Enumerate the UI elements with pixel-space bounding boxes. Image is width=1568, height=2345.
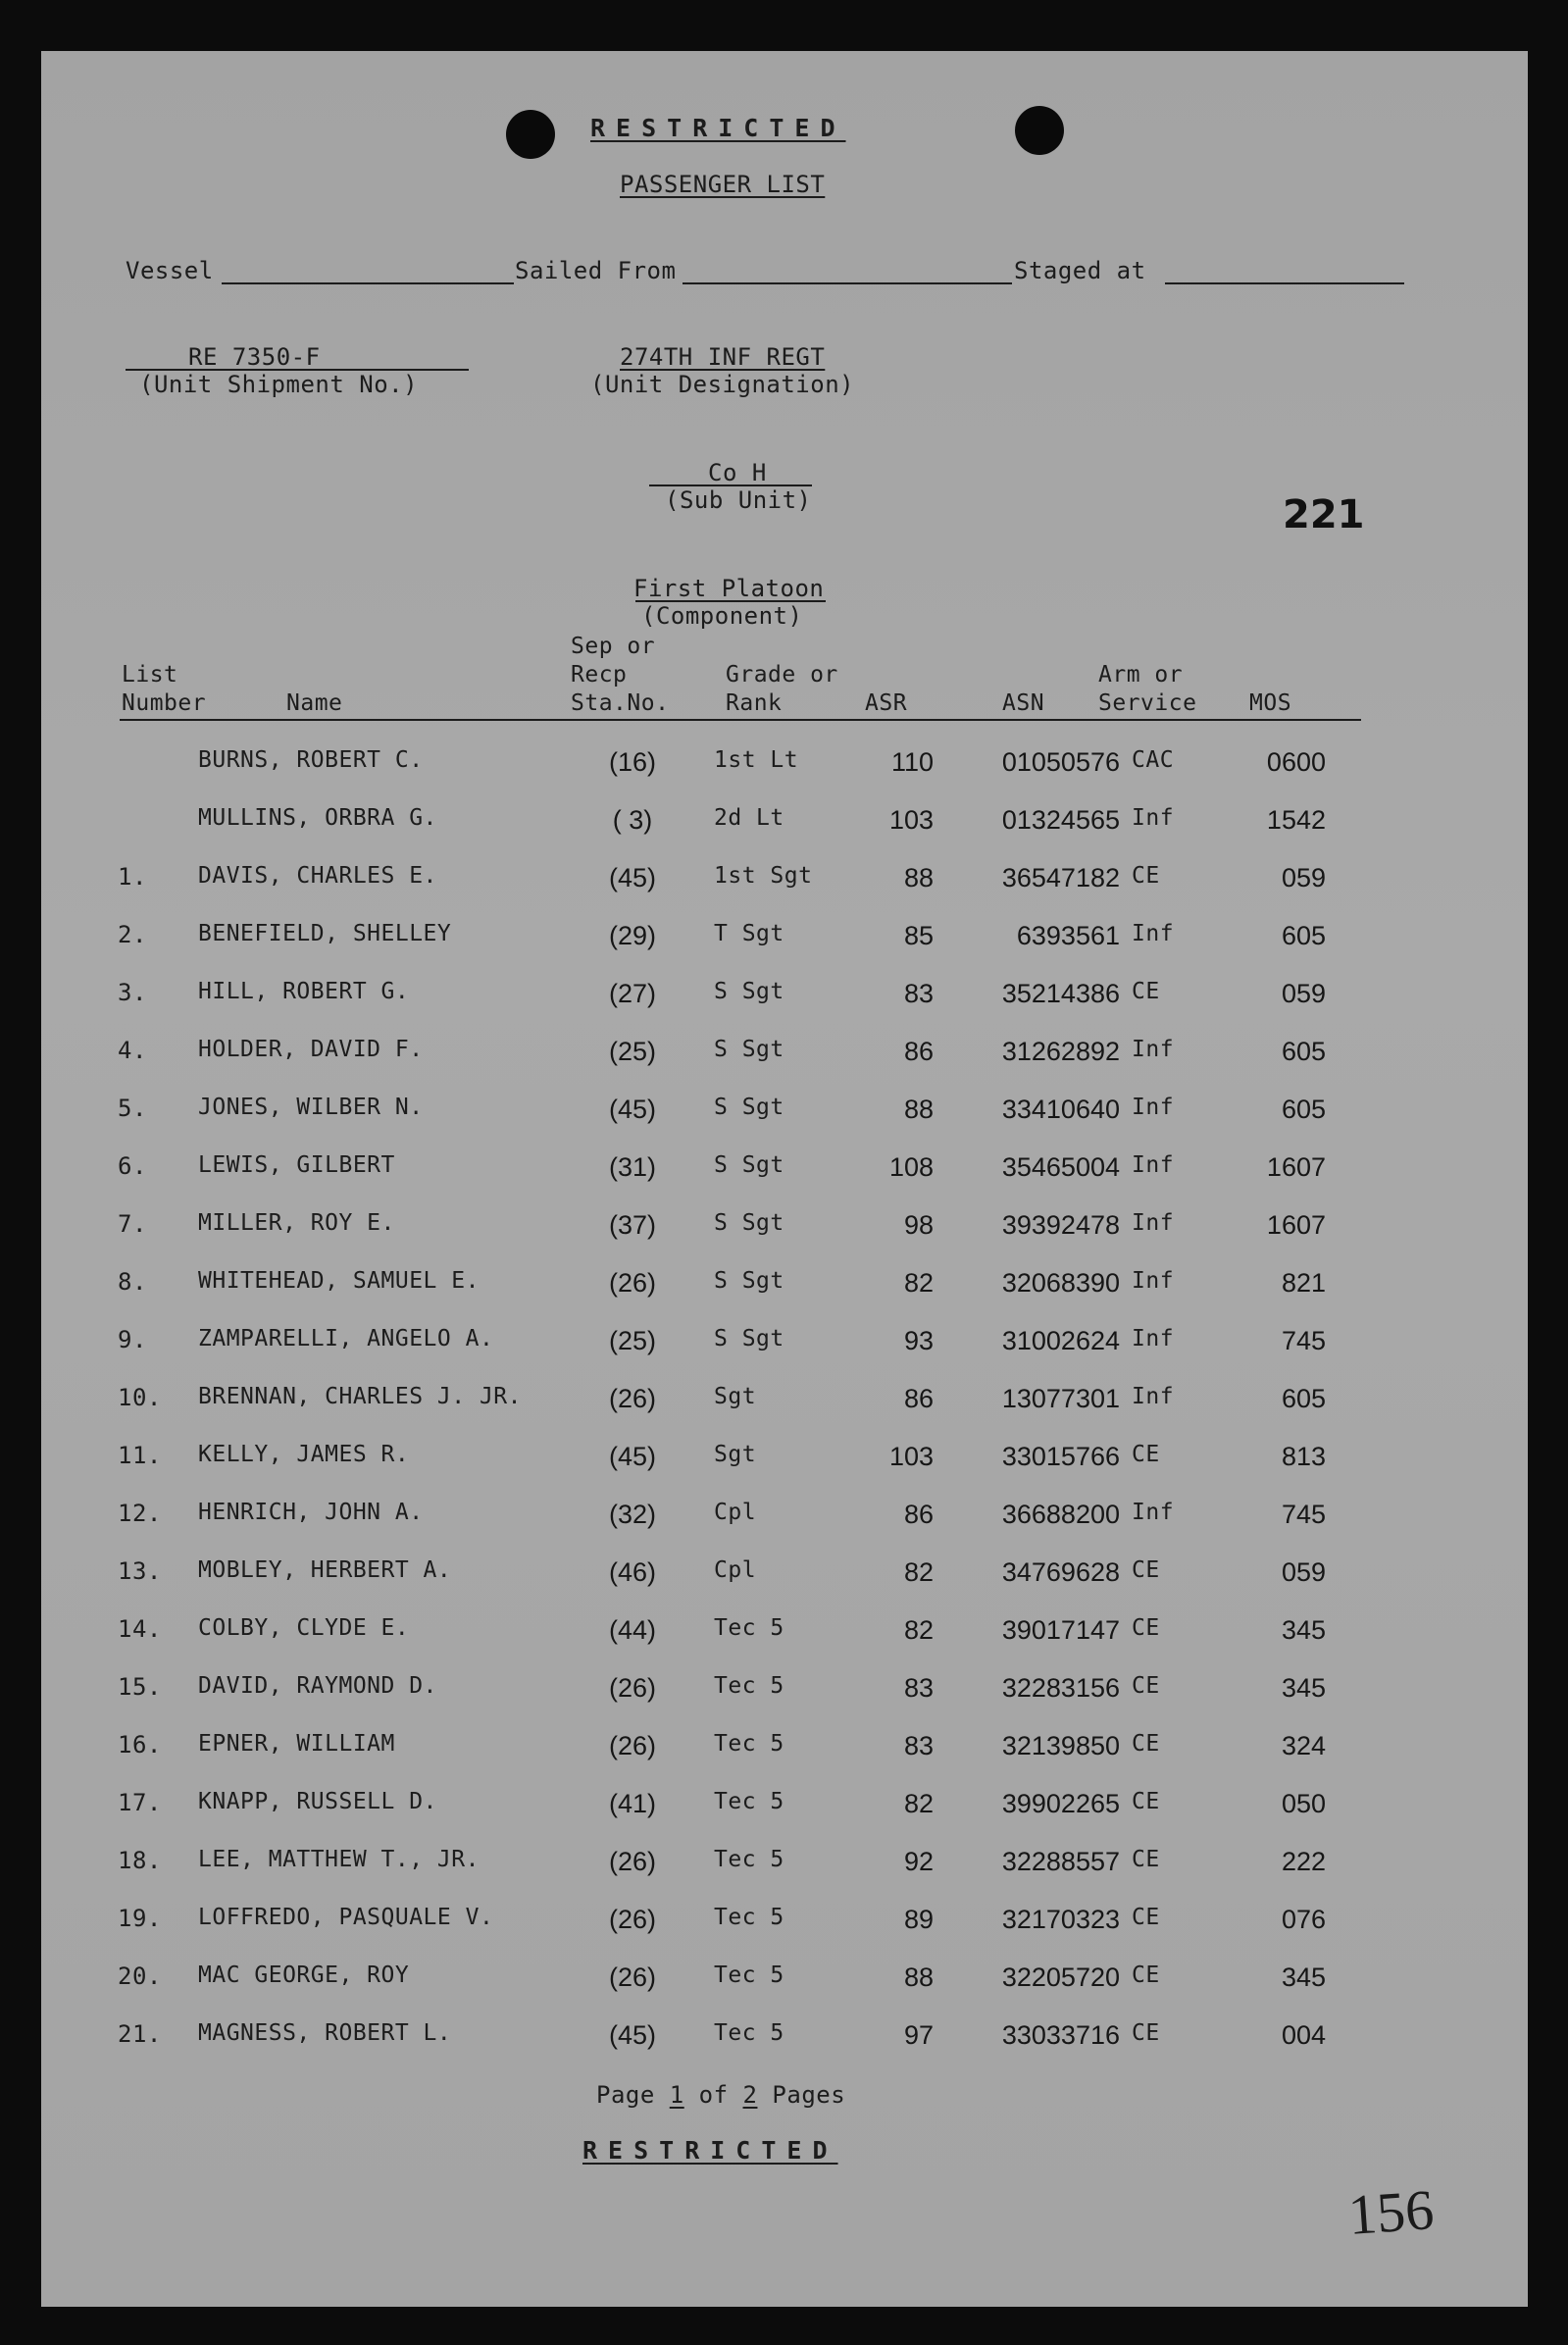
row-grade: S Sgt [714,1326,784,1351]
table-row [41,747,1528,787]
row-mos: 059 [1281,1557,1326,1587]
row-asr: 88 [903,863,934,892]
row-asr: 103 [888,805,934,835]
header-asn: ASN [1002,690,1045,716]
row-mos: 345 [1281,1963,1326,1992]
row-asn: 01050576 [1001,747,1120,777]
header-sta-line2: Recp [571,662,628,688]
row-name: MAGNESS, ROBERT L. [198,2020,452,2046]
row-number: 2. [118,921,147,948]
row-sta-no: ( 3) [612,805,653,835]
row-arm: Inf [1132,1210,1175,1236]
row-grade: S Sgt [714,1152,784,1178]
page-prefix: Page [596,2081,655,2109]
punch-hole-left [506,110,555,159]
row-mos: 345 [1281,1673,1326,1703]
row-arm: CE [1132,1673,1160,1699]
row-arm: CE [1132,1615,1160,1641]
unit-designation: 274TH INF REGT [620,343,826,371]
row-sta-no: (46) [608,1557,656,1587]
row-name: JONES, WILBER N. [198,1095,424,1120]
row-asr: 82 [903,1615,934,1645]
table-row [41,1152,1528,1192]
row-asn: 35465004 [1001,1152,1120,1182]
row-asr: 86 [903,1500,934,1529]
row-mos: 605 [1281,1037,1326,1066]
classification-bottom: RESTRICTED [582,2136,838,2165]
table-row [41,1326,1528,1365]
row-mos: 1607 [1266,1152,1326,1182]
unit-designation-caption: (Unit Designation) [590,371,855,398]
row-name: LEWIS, GILBERT [198,1152,395,1178]
row-name: MOBLEY, HERBERT A. [198,1557,452,1583]
sub-unit-caption: (Sub Unit) [665,486,812,514]
header-sta-no [571,633,669,718]
table-row [41,1095,1528,1134]
table-row [41,1384,1528,1423]
table-row [41,1789,1528,1828]
row-mos: 745 [1281,1326,1326,1355]
row-sta-no: (44) [608,1615,656,1645]
row-sta-no: (29) [608,921,656,950]
row-arm: CE [1132,1847,1160,1872]
row-mos: 222 [1281,1847,1326,1876]
row-asr: 93 [903,1326,934,1355]
row-sta-no: (31) [608,1152,656,1182]
row-asr: 86 [903,1384,934,1413]
row-mos: 324 [1281,1731,1326,1760]
row-name: MILLER, ROY E. [198,1210,395,1236]
row-arm: CAC [1132,747,1175,773]
row-grade: Tec 5 [714,1731,784,1757]
row-mos: 345 [1281,1615,1326,1645]
row-asn: 32283156 [1001,1673,1120,1703]
row-mos: 813 [1281,1442,1326,1471]
row-arm: CE [1132,1963,1160,1988]
row-asn: 33015766 [1001,1442,1120,1471]
row-arm: Inf [1132,1268,1175,1294]
row-asn: 34769628 [1001,1557,1120,1587]
row-mos: 605 [1281,1384,1326,1413]
row-sta-no: (45) [608,2020,656,2050]
header-grade [726,661,838,718]
row-grade: S Sgt [714,979,784,1004]
row-number: 10. [118,1384,162,1411]
component: First Platoon [633,575,825,602]
row-name: EPNER, WILLIAM [198,1731,395,1757]
table-row [41,921,1528,960]
row-arm: Inf [1132,1326,1175,1351]
header-list-number [122,661,206,718]
row-grade: Tec 5 [714,1905,784,1930]
row-asn: 36547182 [1001,863,1120,892]
header-list-line1: List [122,662,178,688]
row-mos: 0600 [1266,747,1326,777]
row-sta-no: (27) [608,979,656,1008]
row-sta-no: (26) [608,1905,656,1934]
row-sta-no: (41) [608,1789,656,1818]
row-grade: S Sgt [714,1095,784,1120]
row-mos: 605 [1281,921,1326,950]
row-grade: Cpl [714,1557,757,1583]
header-arm-line1: Arm or [1098,662,1184,688]
table-row [41,1037,1528,1076]
row-sta-no: (32) [608,1500,656,1529]
row-grade: T Sgt [714,921,784,946]
row-sta-no: (26) [608,1673,656,1703]
row-grade: Tec 5 [714,1847,784,1872]
row-asr: 108 [888,1152,934,1182]
passenger-list-document [41,51,1528,2307]
row-grade: S Sgt [714,1268,784,1294]
table-row [41,1615,1528,1655]
row-sta-no: (26) [608,1384,656,1413]
row-arm: CE [1132,1789,1160,1814]
row-grade: 1st Lt [714,747,799,773]
row-mos: 821 [1281,1268,1326,1298]
row-name: BURNS, ROBERT C. [198,747,424,773]
row-mos: 059 [1281,863,1326,892]
row-asn: 32288557 [1001,1847,1120,1876]
table-row [41,1731,1528,1770]
row-number: 12. [118,1500,162,1527]
row-grade: Tec 5 [714,1615,784,1641]
row-grade: Sgt [714,1442,757,1467]
row-number: 9. [118,1326,147,1353]
table-row [41,1847,1528,1886]
row-grade: Tec 5 [714,1963,784,1988]
row-number: 19. [118,1905,162,1932]
row-asn: 35214386 [1001,979,1120,1008]
row-name: KELLY, JAMES R. [198,1442,410,1467]
unit-shipment-caption: (Unit Shipment No.) [139,371,419,398]
header-mos: MOS [1249,690,1292,716]
row-number: 15. [118,1673,162,1701]
row-mos: 050 [1281,1789,1326,1818]
row-grade: Cpl [714,1500,757,1525]
row-asr: 92 [903,1847,934,1876]
row-asn: 31262892 [1001,1037,1120,1066]
row-grade: S Sgt [714,1037,784,1062]
row-number: 5. [118,1095,147,1122]
row-arm: CE [1132,1731,1160,1757]
row-name: DAVID, RAYMOND D. [198,1673,437,1699]
sailed-from-blank [683,282,1012,284]
row-sta-no: (16) [608,747,656,777]
row-sta-no: (45) [608,1442,656,1471]
row-asr: 97 [903,2020,934,2050]
page-of: of [698,2081,729,2109]
table-row [41,863,1528,902]
row-sta-no: (37) [608,1210,656,1240]
row-number: 16. [118,1731,162,1759]
row-name: COLBY, CLYDE E. [198,1615,410,1641]
row-number: 17. [118,1789,162,1816]
row-mos: 605 [1281,1095,1326,1124]
row-asn: 39902265 [1001,1789,1120,1818]
page-suffix: Pages [772,2081,846,2109]
header-asr: ASR [865,690,908,716]
row-grade: Tec 5 [714,2020,784,2046]
table-row [41,1500,1528,1539]
sub-unit: Co H [708,459,767,486]
row-asr: 86 [903,1037,934,1066]
row-name: MAC GEORGE, ROY [198,1963,410,1988]
row-name: KNAPP, RUSSELL D. [198,1789,437,1814]
row-arm: Inf [1132,1152,1175,1178]
header-sta-line1: Sep or [571,634,656,659]
row-mos: 745 [1281,1500,1326,1529]
row-asr: 82 [903,1789,934,1818]
row-asr: 103 [888,1442,934,1471]
page-indicator [596,2081,845,2109]
classification-top: RESTRICTED [590,114,846,142]
vessel-blank [222,282,514,284]
row-asr: 88 [903,1963,934,1992]
row-name: MULLINS, ORBRA G. [198,805,437,831]
table-row [41,1963,1528,2002]
row-grade: Sgt [714,1384,757,1409]
row-grade: 2d Lt [714,805,784,831]
row-asn: 32139850 [1001,1731,1120,1760]
row-arm: Inf [1132,1095,1175,1120]
header-arm-line2: Service [1098,690,1197,716]
row-arm: CE [1132,1557,1160,1583]
row-number: 21. [118,2020,162,2048]
row-grade: 1st Sgt [714,863,813,889]
row-asr: 83 [903,979,934,1008]
row-number: 14. [118,1615,162,1643]
punch-hole-right [1015,106,1064,155]
table-row [41,1905,1528,1944]
row-asr: 85 [903,921,934,950]
row-name: LEE, MATTHEW T., JR. [198,1847,480,1872]
row-asn: 39392478 [1001,1210,1120,1240]
row-arm: Inf [1132,1037,1175,1062]
row-name: WHITEHEAD, SAMUEL E. [198,1268,480,1294]
row-arm: CE [1132,2020,1160,2046]
row-sta-no: (25) [608,1326,656,1355]
table-row [41,805,1528,844]
table-row [41,1673,1528,1712]
header-name: Name [286,690,343,716]
row-grade: S Sgt [714,1210,784,1236]
handwritten-number: 156 [1345,2177,1437,2247]
row-mos: 1542 [1266,805,1326,835]
header-arm [1098,661,1196,718]
row-number: 3. [118,979,147,1006]
row-asr: 82 [903,1557,934,1587]
row-name: BENEFIELD, SHELLEY [198,921,452,946]
header-rule [120,719,1361,721]
row-number: 20. [118,1963,162,1990]
row-asr: 98 [903,1210,934,1240]
row-grade: Tec 5 [714,1789,784,1814]
table-row [41,1442,1528,1481]
header-grade-line2: Rank [726,690,783,716]
row-arm: CE [1132,863,1160,889]
row-name: ZAMPARELLI, ANGELO A. [198,1326,494,1351]
row-mos: 076 [1281,1905,1326,1934]
row-number: 7. [118,1210,147,1238]
row-sta-no: (26) [608,1731,656,1760]
row-mos: 059 [1281,979,1326,1008]
row-name: LOFFREDO, PASQUALE V. [198,1905,494,1930]
row-asn: 01324565 [1001,805,1120,835]
staged-at-label: Staged at [1014,257,1146,284]
row-number: 6. [118,1152,147,1180]
row-asr: 83 [903,1673,934,1703]
header-list-line2: Number [122,690,207,716]
row-sta-no: (45) [608,863,656,892]
document-title: PASSENGER LIST [620,171,826,198]
row-arm: Inf [1132,1384,1175,1409]
row-asr: 88 [903,1095,934,1124]
page-total: 2 [742,2081,758,2109]
row-asn: 13077301 [1001,1384,1120,1413]
row-asn: 33033716 [1001,2020,1120,2050]
component-caption: (Component) [641,602,803,630]
row-asn: 32170323 [1001,1905,1120,1934]
header-sta-line3: Sta.No. [571,690,670,716]
row-number: 4. [118,1037,147,1064]
row-number: 18. [118,1847,162,1874]
row-number: 1. [118,863,147,891]
row-asn: 32068390 [1001,1268,1120,1298]
row-asr: 82 [903,1268,934,1298]
row-sta-no: (26) [608,1268,656,1298]
row-asn: 32205720 [1001,1963,1120,1992]
header-grade-line1: Grade or [726,662,838,688]
row-arm: CE [1132,1442,1160,1467]
row-name: HENRICH, JOHN A. [198,1500,424,1525]
row-sta-no: (45) [608,1095,656,1124]
row-number: 11. [118,1442,162,1469]
row-name: HILL, ROBERT G. [198,979,410,1004]
row-asn: 39017147 [1001,1615,1120,1645]
row-arm: Inf [1132,1500,1175,1525]
row-grade: Tec 5 [714,1673,784,1699]
row-name: BRENNAN, CHARLES J. JR. [198,1384,522,1409]
row-number: 13. [118,1557,162,1585]
table-row [41,1557,1528,1597]
row-sta-no: (26) [608,1963,656,1992]
page-current: 1 [669,2081,684,2109]
row-asr: 110 [890,747,934,777]
vessel-label: Vessel [126,257,214,284]
row-asn: 6393561 [1016,921,1120,950]
table-row [41,2020,1528,2060]
row-mos: 004 [1281,2020,1326,2050]
row-arm: CE [1132,1905,1160,1930]
row-arm: Inf [1132,921,1175,946]
row-arm: CE [1132,979,1160,1004]
row-arm: Inf [1132,805,1175,831]
row-mos: 1607 [1266,1210,1326,1240]
row-asr: 83 [903,1731,934,1760]
row-name: DAVIS, CHARLES E. [198,863,437,889]
row-asn: 31002624 [1001,1326,1120,1355]
row-asn: 36688200 [1001,1500,1120,1529]
table-row [41,979,1528,1018]
row-name: HOLDER, DAVID F. [198,1037,424,1062]
row-number: 8. [118,1268,147,1296]
row-asn: 33410640 [1001,1095,1120,1124]
table-row [41,1268,1528,1307]
row-sta-no: (26) [608,1847,656,1876]
table-row [41,1210,1528,1249]
staged-at-blank [1165,282,1404,284]
unit-shipment-no: RE 7350-F [188,343,321,371]
sailed-from-label: Sailed From [515,257,677,284]
row-asr: 89 [903,1905,934,1934]
row-sta-no: (25) [608,1037,656,1066]
page-stamp-number: 221 [1283,492,1365,537]
